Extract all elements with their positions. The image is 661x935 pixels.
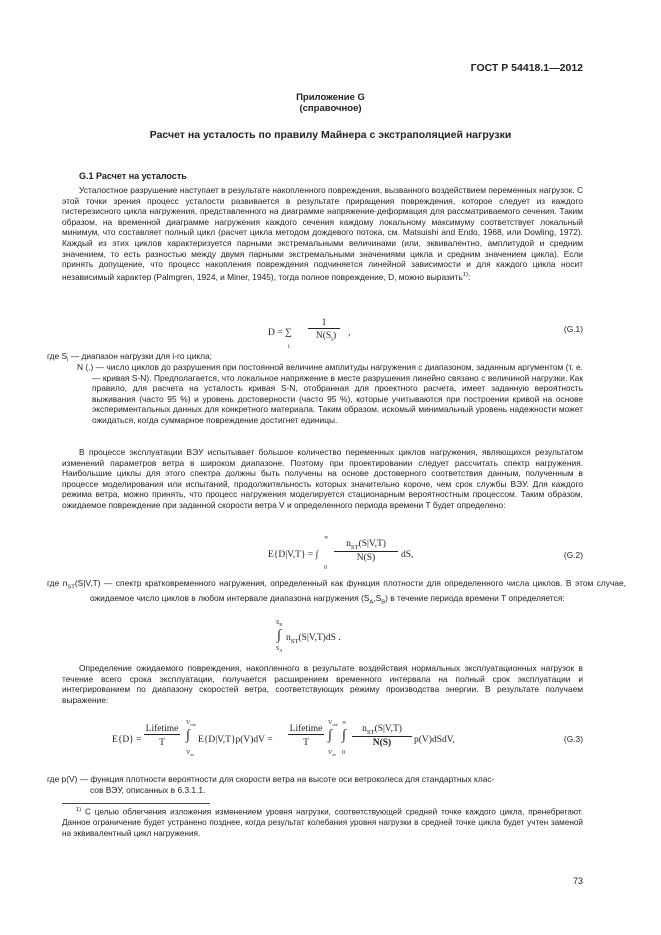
eq3-frac1-den: T — [159, 738, 165, 748]
page-number: 73 — [572, 876, 583, 886]
where-n-definition: N (.) — число циклов до разрушения при постоянной величине амплитуды нагружения с диапазоном, заданным аргументом (т. е. — кривая S-N). Предполагается, что локальное напряжение в месте разрушения линейно связано с величиной нагрузки. Как правило, для расчета на усталость кривая S-N, отобранная для проектного расчета, имеет заданную вероятность выживания (часто 95 %) и уровень достоверности (часто 95 %), которые учитываются при построении кривой на основе экспериментальных данных для конкретного материала. Таким образом, искомый минимальный уровень надежности может ожидаться, когда суммарное повреждение достигнет единицы. — [77, 362, 583, 425]
eq3-mid: E{D|V,T}p(V)dV = — [198, 735, 273, 745]
eq1-denominator: $N(S_i)$ — [315, 331, 337, 343]
eq2-upper: ∞ — [324, 535, 329, 541]
eqm-body: $n_{ST}(S|V,T)dS$ . — [286, 633, 341, 645]
eq2-number: (G.2) — [563, 550, 583, 560]
eq1-numerator: 1 — [308, 318, 340, 329]
eq3-int2-lower: $V_{in}$ — [328, 750, 336, 758]
eq1-tail: , — [348, 328, 351, 338]
eq2-lhs: E{D|V,T} = ∫ — [268, 550, 319, 560]
eq3-frac2-den: T — [303, 738, 309, 748]
where-s: где $S_i$ — диапазон нагрузки для i-го цикла; — [47, 351, 213, 364]
footnote-ref: 1) — [462, 271, 468, 278]
footnote — [62, 805, 583, 839]
eq3-number: (G.3) — [563, 734, 583, 744]
eq3-frac3-num: $n_{ST}(S|V,T)$ — [352, 724, 412, 737]
paragraph-1-text: Усталостное разрушение наступает в результате накопленного повреждения, вызванного воздействием переменных нагрузок. С этой точки зрения процесс усталости развивается в результате приращения повреждения, которое следует из каждого гистерезисного цикла нагружения, представленного на диаграмме напряжение-деформация для рассматриваемого сечения. Таким образом, на временной диаграмме нагружения каждого сечения каждому локальному максимуму соответствует локальный минимум, что составляет полный цикл (расчет цикла методом дождевого потока, см. Matsuishi and Endo, 1968, или Dowling, 1972). Каждый из этих циклов характеризуется парными экстремальными величинами (или, эквивалентно, амплитудой и средним значением, то есть разностью между двумя парными экстремальными значениями цикла и средним значением цикла). Если принять допущение, что процесс накопления повреждения подчиняется линейной зависимости и для каждого цикла носит независимый характер (Palmgren, 1924, и Miner, 1945), тогда полное повреждение, D, можно выразить — [62, 185, 583, 282]
footnote-divider — [62, 803, 210, 804]
eq3-frac2-num: Lifetime — [289, 724, 323, 734]
eqm-upper: $S_B$ — [276, 620, 283, 628]
eq2-lower: 0 — [324, 565, 327, 571]
eqm-integral-icon: ∫ — [277, 628, 281, 643]
where-p: где p(V) — функция плотности вероятности для скорости ветра на высоте оси ветроколеса для стандартных клас- сов ВЭУ, описанных в 6.3.1.1. — [47, 774, 495, 795]
eq3-int3-lower: 0 — [342, 750, 345, 756]
eq1-lhs: D = ∑ — [268, 328, 292, 338]
eqm-lower: $S_A$ — [276, 646, 283, 654]
eq3-frac1-num: Lifetime — [145, 724, 179, 734]
equation-g1 — [268, 318, 388, 352]
eq2-denominator: N(S) — [356, 553, 376, 563]
annex-label: Приложение G — [296, 92, 365, 103]
section-title: G.1 Расчет на усталость — [79, 171, 187, 181]
eq3-tail: p(V)dSdV, — [414, 735, 455, 745]
annex-title — [60, 92, 601, 114]
eq3-frac3-den: N(S) — [372, 738, 392, 748]
eq3-int1-icon: ∫ — [186, 728, 190, 743]
eq3-int1-lower: $V_{in}$ — [186, 750, 194, 758]
paragraph-1: Усталостное разрушение наступает в результате накопленного повреждения, вызванного воздействием переменных нагрузок. С этой точки зрения процесс усталости развивается в результате приращения повреждения, которое следует из каждого гистерезисного цикла нагружения, представленного на диаграмме напряжение-деформация для рассматриваемого сечения. Таким образом, на временной диаграмме нагружения каждого сечения каждому локальному максимуму соответствует локальный минимум, что составляет полный цикл (расчет цикла методом дождевого потока, см. Matsuishi and Endo, 1968, или Dowling, 1972). Каждый из этих циклов характеризуется парными экстремальными величинами (или, эквивалентно, амплитудой и средним значением, то есть разностью между двумя парными экстремальными значениями цикла и средним значением цикла). Если принять допущение, что процесс накопления повреждения подчиняется линейной зависимости и для каждого цикла носит независимый характер (Palmgren, 1924, и Miner, 1945), тогда полное повреждение, D, можно выразить$^{1)}$: — [62, 185, 583, 282]
where-nst: где $n_{ST}(S|V,T)$ — спектр кратковременного нагружения, определенный как функция плотности для определенного числа циклов. В этом случае, ожидаемое число циклов в любом интервале диапазона нагружения $(S_A,S_B)$ в течение периода времени T определяется: — [47, 578, 626, 606]
eq2-tail: dS, — [401, 550, 414, 560]
footnote-mark: 1) — [76, 807, 82, 813]
document-header: ГОСТ Р 54418.1—2012 — [470, 62, 583, 74]
paragraph-2: В процессе эксплуатации ВЭУ испытывает большое количество переменных циклов нагружения, являющихся результатом изменений параметров ветра в широком диапазоне. Поэтому при проектировании следует рассчитать спектр нагружения. Наибольшие циклы для этого спектра должны быть получены на основе достоверного соответствия данным, полученным в процессе моделирования или испытаний, продолжительность которых значительно короче, чем срок службы ВЭУ. Для каждого режима ветра, можно принять, что процесс нагружения моделируется стационарным вероятностным процессом. Таким образом, ожидаемое повреждение при заданной скорости ветра V и определенного периода времени T будет определено: — [62, 447, 583, 510]
eq3-int3-icon: ∫ — [342, 728, 346, 743]
eq3-lhs: E{D} = — [112, 735, 142, 745]
eq1-sum-index: i — [288, 344, 290, 350]
equation-g3 — [112, 720, 455, 762]
annex-heading: Расчет на усталость по правилу Майнера с экстраполяцией нагрузки — [149, 129, 512, 141]
equation-g2 — [268, 535, 438, 575]
footnote-text: С целью облегчения изложения изменением уровня нагрузки, соответствующей средней точке каждого цикла, пренебрегают. Данное ограничение будет устранено позднее, когда результат колебания уровня нагрузки в средней точке цикла будет учтен заменой на эквивалентный цикл нагружения. — [62, 807, 583, 838]
eq1-number: (G.1) — [563, 324, 583, 334]
paragraph-3: Определение ожидаемого повреждения, накопленного в результате воздействия нормальных эксплуатационных нагрузок в течение всего срока эксплуатации, получается расширением временного интервала на полный срок эксплуатации и интегрированием по диапазону скоростей ветра, соответствующих режиму производства энергии. В результате получаем выражение: — [62, 663, 583, 705]
eq3-int2-icon: ∫ — [328, 728, 332, 743]
annex-subtitle: (справочное) — [299, 103, 362, 114]
eq3-int3-upper: ∞ — [342, 720, 347, 726]
eq3-int2-upper: $V_{out}$ — [328, 720, 338, 728]
eq2-numerator: $n_{ST}(S|V,T)$ — [334, 539, 398, 552]
equation-interval — [276, 622, 376, 656]
eq3-int1-upper: $V_{out}$ — [186, 720, 196, 728]
